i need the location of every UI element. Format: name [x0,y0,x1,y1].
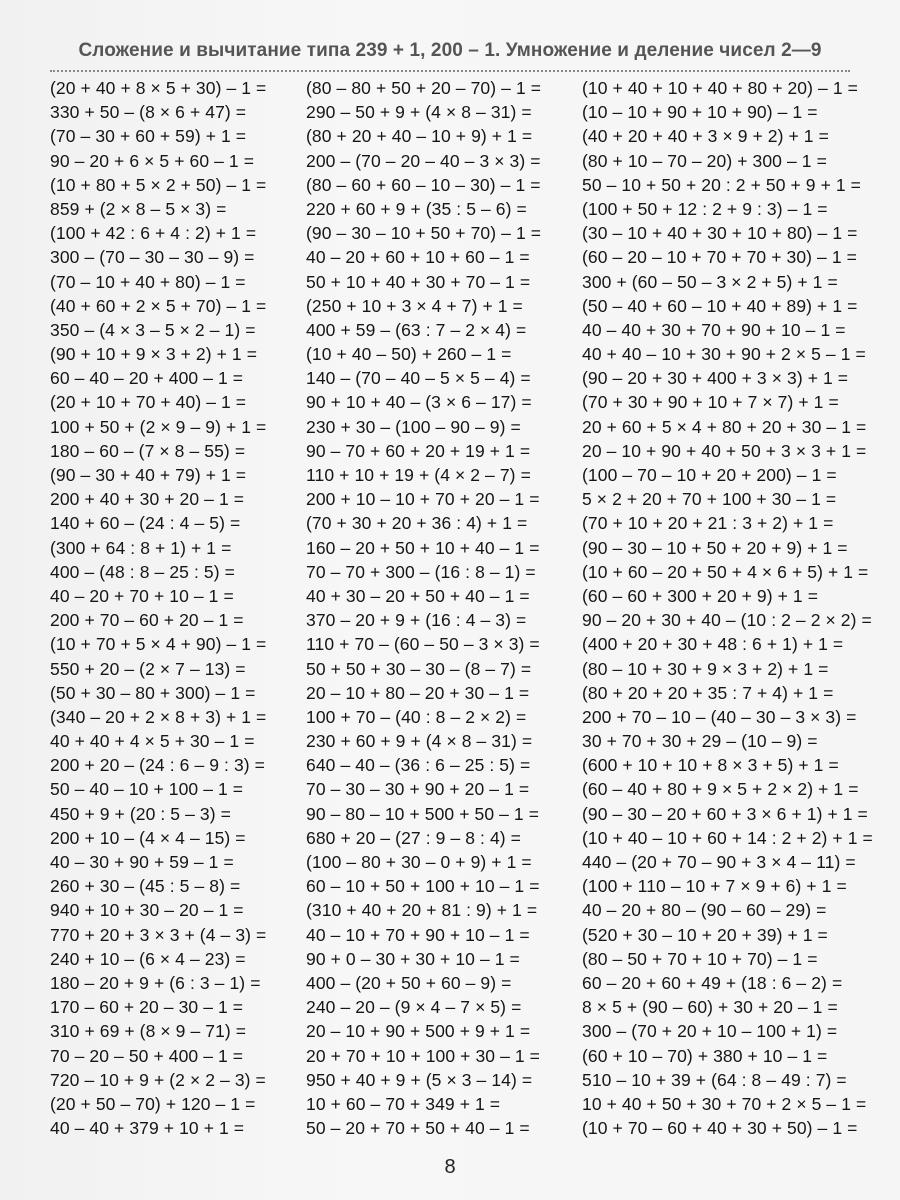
exercise-item: (80 – 60 + 60 – 10 – 30) – 1 = [306,174,541,195]
exercise-item: 50 – 40 – 10 + 100 – 1 = [50,779,244,800]
exercise-item: 100 + 70 – (40 : 8 – 2 × 2) = [306,706,527,727]
exercise-item: 310 + 69 + (8 × 9 – 71) = [50,1021,247,1042]
exercise-item: 350 – (4 × 3 – 5 × 2 – 1) = [50,319,256,340]
exercise-item: (300 + 64 : 8 + 1) + 1 = [50,537,232,558]
exercise-item: 20 + 60 + 5 × 4 + 80 + 20 + 30 – 1 = [582,416,867,437]
exercise-item: (50 – 40 + 60 – 10 + 40 + 89) + 1 = [582,295,858,316]
exercise-item: (100 + 50 + 12 : 2 + 9 : 3) – 1 = [582,198,828,219]
exercise-item: (20 + 10 + 70 + 40) – 1 = [50,392,247,413]
exercise-item: 40 – 40 + 30 + 70 + 90 + 10 – 1 = [582,319,846,340]
exercise-item: 40 + 40 + 4 × 5 + 30 – 1 = [50,731,255,752]
exercise-item: 160 – 20 + 50 + 10 + 40 – 1 = [306,537,540,558]
exercise-item: 230 + 60 + 9 + (4 × 8 – 31) = [306,731,533,752]
exercise-item: 20 + 70 + 10 + 100 + 30 – 1 = [306,1045,541,1066]
exercise-item: 300 – (70 – 30 – 30 – 9) = [50,247,255,268]
exercise-item: 140 + 60 – (24 : 4 – 5) = [50,513,241,534]
exercise-item: (80 + 20 + 40 – 10 + 9) + 1 = [306,126,533,147]
exercise-item: (60 – 40 + 80 + 9 × 5 + 2 × 2) + 1 = [582,779,859,800]
exercise-item: 50 – 10 + 50 + 20 : 2 + 50 + 9 + 1 = [582,174,861,195]
exercise-item: 720 – 10 + 9 + (2 × 2 – 3) = [50,1069,266,1090]
exercise-item: 90 + 10 + 40 – (3 × 6 – 17) = [306,392,532,413]
title-divider [50,70,850,72]
exercise-item: (30 – 10 + 40 + 30 + 10 + 80) – 1 = [582,223,858,244]
exercise-item: 10 + 40 + 50 + 30 + 70 + 2 × 5 – 1 = [582,1093,867,1114]
exercise-item: 680 + 20 – (27 : 9 – 8 : 4) = [306,827,521,848]
exercise-item: (20 + 50 – 70) + 120 – 1 = [50,1093,256,1114]
exercise-item: (10 + 60 – 20 + 50 + 4 × 6 + 5) + 1 = [582,561,869,582]
exercise-item: (600 + 10 + 10 + 8 × 3 + 5) + 1 = [582,755,839,776]
exercise-item: (100 + 42 : 6 + 4 : 2) + 1 = [50,223,257,244]
exercise-item: (340 – 20 + 2 × 8 + 3) + 1 = [50,706,267,727]
exercise-columns [50,76,873,1146]
exercise-item: 200 + 70 – 60 + 20 – 1 = [50,610,244,631]
exercise-item: 60 – 10 + 50 + 100 + 10 – 1 = [306,876,540,897]
exercise-item: 200 + 40 + 30 + 20 – 1 = [50,489,245,510]
exercise-item: 20 – 10 + 80 – 20 + 30 – 1 = [306,682,530,703]
exercise-item: 950 + 40 + 9 + (5 × 3 – 14) = [306,1069,533,1090]
exercise-item: (50 + 30 – 80 + 300) – 1 = [50,682,256,703]
exercise-item: (250 + 10 + 3 × 4 + 7) + 1 = [306,295,523,316]
exercise-item: 70 – 30 – 30 + 90 + 20 – 1 = [306,779,530,800]
exercise-item: 180 – 60 – (7 × 8 – 55) = [50,440,246,461]
exercise-item: 40 – 20 + 80 – (90 – 60 – 29) = [582,900,827,921]
exercise-item: (70 – 30 + 60 + 59) + 1 = [50,126,247,147]
page-number: 8 [444,1156,456,1178]
exercise-item: (100 – 80 + 30 – 0 + 9) + 1 = [306,852,532,872]
exercise-item: 770 + 20 + 3 × 3 + (4 – 3) = [50,924,267,945]
exercise-item: (20 + 40 + 8 × 5 + 30) – 1 = [50,78,267,98]
exercise-item: 200 – (70 – 20 – 40 – 3 × 3) = [306,150,541,171]
exercise-item: 300 + (60 – 50 – 3 × 2 + 5) + 1 = [582,271,838,292]
exercise-item: (10 + 40 – 10 + 60 + 14 : 2 + 2) + 1 = [582,827,873,848]
exercise-item: 110 + 10 + 19 + (4 × 2 – 7) = [306,465,531,485]
exercise-item: (10 + 70 – 60 + 40 + 30 + 50) – 1 = [582,1118,858,1139]
exercise-item: 220 + 60 + 9 + (35 : 5 – 6) = [306,198,527,219]
exercise-item: 60 – 20 + 60 + 49 + (18 : 6 – 2) = [582,972,843,993]
exercise-item: 450 + 9 + (20 : 5 – 3) = [50,803,231,824]
exercise-item: (70 – 10 + 40 + 80) – 1 = [50,271,246,292]
exercise-item: (90 – 30 + 40 + 79) + 1 = [50,465,247,485]
exercise-item: 330 + 50 – (8 × 6 + 47) = [50,102,247,123]
exercise-item: 400 – (48 : 8 – 25 : 5) = [50,561,235,582]
exercise-item: 300 – (70 + 20 + 10 – 100 + 1) = [582,1021,838,1042]
exercise-item: 30 + 70 + 30 + 29 – (10 – 9) = [582,731,818,752]
exercise-item: (10 – 10 + 90 + 10 + 90) – 1 = [582,102,818,123]
exercise-item: 90 + 0 – 30 + 30 + 10 – 1 = [306,948,520,969]
exercise-item: 240 – 20 – (9 × 4 – 7 × 5) = [306,997,522,1018]
exercise-item: 8 × 5 + (90 – 60) + 30 + 20 – 1 = [582,997,838,1018]
exercise-item: 40 – 20 + 60 + 10 + 60 – 1 = [306,247,530,268]
exercise-item: (90 – 30 – 10 + 50 + 70) – 1 = [306,223,542,244]
exercise-item: (70 + 10 + 20 + 21 : 3 + 2) + 1 = [582,513,834,534]
exercise-item: (10 + 80 + 5 × 2 + 50) – 1 = [50,174,267,195]
exercise-item: (10 + 70 + 5 × 4 + 90) – 1 = [50,634,267,655]
exercise-item: 200 + 20 – (24 : 6 – 9 : 3) = [50,755,265,776]
exercise-item: 50 + 50 + 30 – 30 – (8 – 7) = [306,658,532,679]
exercise-item: 40 + 40 – 10 + 30 + 90 + 2 × 5 – 1 = [582,344,866,365]
exercise-item: 940 + 10 + 30 – 20 – 1 = [50,900,244,921]
exercise-item: 440 – (20 + 70 – 90 + 3 × 4 – 11) = [582,852,856,872]
exercise-item: (80 + 10 – 70 – 20) + 300 – 1 = [582,150,827,171]
exercise-item: (10 + 40 – 50) + 260 – 1 = [306,344,512,365]
exercise-item: (70 + 30 + 90 + 10 + 7 × 7) + 1 = [582,392,839,413]
exercise-item: 140 – (70 – 40 – 5 × 5 – 4) = [306,368,531,389]
exercise-item: (80 – 10 + 30 + 9 × 3 + 2) + 1 = [582,658,829,679]
exercise-item: (10 + 40 + 10 + 40 + 80 + 20) – 1 = [582,78,858,98]
exercise-item: 180 – 20 + 9 + (6 : 3 – 1) = [50,972,261,993]
exercise-item: (60 – 60 + 300 + 20 + 9) + 1 = [582,585,819,606]
exercise-item: 100 + 50 + (2 × 9 – 9) + 1 = [50,416,267,437]
exercise-item: (60 – 20 – 10 + 70 + 70 + 30) – 1 = [582,247,857,268]
exercise-item: 40 – 30 + 90 + 59 – 1 = [50,852,234,872]
exercise-column-3 [582,76,882,1140]
exercise-item: (520 + 30 – 10 + 20 + 39) + 1 = [582,924,828,945]
exercise-item: 400 – (20 + 50 + 60 – 9) = [306,972,512,993]
exercise-item: (90 – 30 – 20 + 60 + 3 × 6 + 1) + 1 = [582,803,868,824]
exercise-column-2 [306,76,576,1140]
page-title: Сложение и вычитание типа 239 + 1, 200 – 1. Умножение и деление чисел 2—9 [78,40,822,61]
exercise-item: 40 – 20 + 70 + 10 – 1 = [50,585,234,606]
exercise-item: (80 – 50 + 70 + 10 + 70) – 1 = [582,948,818,969]
exercise-item: (100 + 110 – 10 + 7 × 9 + 6) + 1 = [582,876,847,897]
exercise-item: (80 – 80 + 50 + 20 – 70) – 1 = [306,78,542,98]
exercise-item: (310 + 40 + 20 + 81 : 9) + 1 = [306,900,538,921]
exercise-item: 510 – 10 + 39 + (64 : 8 – 49 : 7) = [582,1069,847,1090]
exercise-item: (40 + 20 + 40 + 3 × 9 + 2) + 1 = [582,126,829,147]
exercise-item: 640 – 40 – (36 : 6 – 25 : 5) = [306,755,531,776]
exercise-item: 50 – 20 + 70 + 50 + 40 – 1 = [306,1118,530,1139]
exercise-item: 200 + 10 – (4 × 4 – 15) = [50,827,246,848]
exercise-item: 859 + (2 × 8 – 5 × 3) = [50,198,227,219]
exercise-item: (60 + 10 – 70) + 380 + 10 – 1 = [582,1045,828,1066]
exercise-item: (40 + 60 + 2 × 5 + 70) – 1 = [50,295,267,316]
exercise-item: (80 + 20 + 20 + 35 : 7 + 4) + 1 = [582,682,834,703]
exercise-item: (100 – 70 – 10 + 20 + 200) – 1 = [582,465,837,485]
exercise-item: 200 + 70 – 10 – (40 – 30 – 3 × 3) = [582,706,857,727]
exercise-item: 90 – 70 + 60 + 20 + 19 + 1 = [306,440,531,461]
exercise-item: 550 + 20 – (2 × 7 – 13) = [50,658,246,679]
exercise-column-1 [50,76,300,1140]
exercise-item: 290 – 50 + 9 + (4 × 8 – 31) = [306,102,532,123]
exercise-item: 50 + 10 + 40 + 30 + 70 – 1 = [306,271,531,292]
exercise-item: 40 – 40 + 379 + 10 + 1 = [50,1118,245,1139]
exercise-item: 60 – 40 – 20 + 400 – 1 = [50,368,244,389]
exercise-item: 90 – 80 – 10 + 500 + 50 – 1 = [306,803,540,824]
exercise-item: 20 – 10 + 90 + 500 + 9 + 1 = [306,1021,531,1042]
exercise-item: (90 – 30 – 10 + 50 + 20 + 9) + 1 = [582,537,848,558]
exercise-item: 70 – 70 + 300 – (16 : 8 – 1) = [306,561,536,582]
exercise-item: 370 – 20 + 9 + (16 : 4 – 3) = [306,610,527,631]
exercise-item: 230 + 30 – (100 – 90 – 9) = [306,416,521,437]
exercise-item: 20 – 10 + 90 + 40 + 50 + 3 × 3 + 1 = [582,440,867,461]
exercise-item: 40 + 30 – 20 + 50 + 40 – 1 = [306,585,530,606]
exercise-item: 70 – 20 – 50 + 400 – 1 = [50,1045,244,1066]
exercise-item: 170 – 60 + 20 – 30 – 1 = [50,997,244,1018]
exercise-item: 5 × 2 + 20 + 70 + 100 + 30 – 1 = [582,489,837,510]
exercise-item: 10 + 60 – 70 + 349 + 1 = [306,1093,501,1114]
exercise-item: 90 – 20 + 30 + 40 – (10 : 2 – 2 × 2) = [582,610,872,631]
exercise-item: 200 + 10 – 10 + 70 + 20 – 1 = [306,489,540,510]
exercise-item: 400 + 59 – (63 : 7 – 2 × 4) = [306,319,527,340]
exercise-item: 40 – 10 + 70 + 90 + 10 – 1 = [306,924,530,945]
exercise-item: (70 + 30 + 20 + 36 : 4) + 1 = [306,513,528,534]
exercise-item: 240 + 10 – (6 × 4 – 23) = [50,948,246,969]
exercise-item: (400 + 20 + 30 + 48 : 6 + 1) + 1 = [582,634,844,655]
exercise-item: 90 – 20 + 6 × 5 + 60 – 1 = [50,150,255,171]
exercise-item: (90 + 10 + 9 × 3 + 2) + 1 = [50,344,258,365]
exercise-item: 260 + 30 – (45 : 5 – 8) = [50,876,241,897]
exercise-item: 110 + 70 – (60 – 50 – 3 × 3) = [306,634,540,655]
exercise-item: (90 – 20 + 30 + 400 + 3 × 3) + 1 = [582,368,849,389]
